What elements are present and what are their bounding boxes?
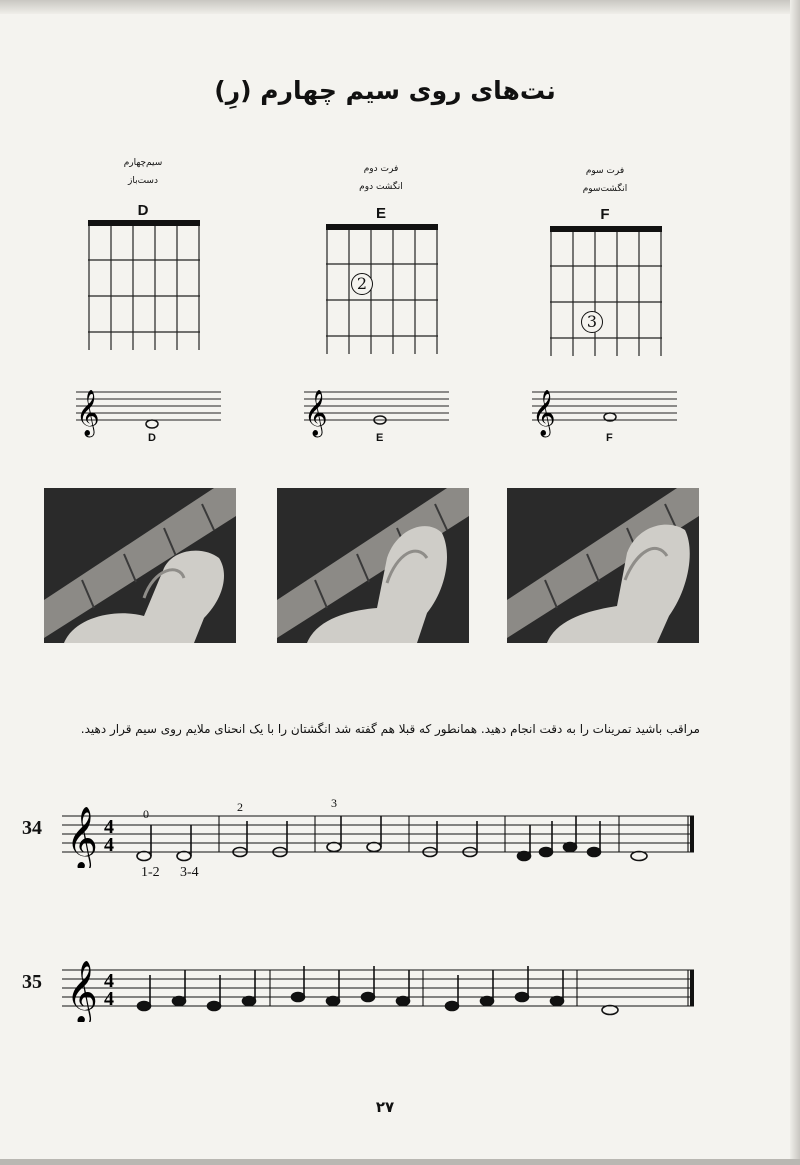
finger-number-label: 3 <box>331 796 337 810</box>
page-edge-right <box>790 0 800 1165</box>
staff-note-label: D <box>148 432 156 444</box>
exercise-number: 35 <box>22 971 42 993</box>
instruction-text: مراقب باشید تمرینات را به دقت انجام دهید. همانطور که قبلا هم گفته شد انگشتان را با یک انحنای ملایم روی سیم قرار دهید. <box>80 722 700 736</box>
chord-hint-line1: سیم‌چهارم <box>123 158 163 168</box>
treble-clef-icon: 𝄞 <box>304 390 328 436</box>
fret-grid <box>88 220 200 352</box>
time-signature-top: 4 <box>104 970 114 992</box>
time-signature-bottom: 4 <box>104 834 114 856</box>
note-staff-d <box>76 382 246 452</box>
count-label: 3-4 <box>180 865 199 880</box>
time-signature-top: 4 <box>104 816 114 838</box>
finger-position-marker: 3 <box>581 311 603 333</box>
fret-grid <box>550 226 662 358</box>
finger-number-label: 2 <box>237 800 243 814</box>
chord-hint-line1: فرت سوم <box>585 166 625 176</box>
staff-note-label: F <box>606 432 613 444</box>
finger-position-marker: 2 <box>351 273 373 295</box>
chord-hint-line2: دست‌باز <box>128 176 158 186</box>
chord-diagram-d <box>88 150 228 360</box>
page-edge-top <box>0 0 800 14</box>
hand-position-photo-e <box>277 488 469 643</box>
treble-clef-icon: 𝄞 <box>532 390 556 436</box>
treble-clef-icon: 𝄞 <box>76 390 100 436</box>
page-edge-bottom <box>0 1159 800 1165</box>
chord-diagram-e <box>326 150 466 360</box>
hand-position-photo-d <box>44 488 236 643</box>
exercise-number: 34 <box>22 817 42 839</box>
fret-grid <box>326 224 438 356</box>
page-title: نت‌های روی سیم چهارم (رِ) <box>214 76 556 105</box>
chord-note-name: E <box>375 205 386 222</box>
chord-hint-line1: فرت دوم <box>363 164 399 174</box>
treble-clef-icon: 𝄞 <box>66 960 98 1022</box>
chord-note-name: F <box>600 206 610 223</box>
music-staff-exercise-35 <box>62 952 700 1022</box>
chord-hint-line2: انگشت‌سوم <box>582 184 628 194</box>
staff-note-label: E <box>376 432 384 444</box>
time-signature-bottom: 4 <box>104 988 114 1010</box>
chord-hint-line2: انگشت دوم <box>359 182 403 192</box>
treble-clef-icon: 𝄞 <box>66 806 98 868</box>
note-staff-f <box>532 382 702 452</box>
music-staff-exercise-34 <box>62 798 700 868</box>
hand-position-photo-f <box>507 488 699 643</box>
chord-diagram-f <box>550 150 690 360</box>
note-staff-e <box>304 382 474 452</box>
chord-note-name: D <box>137 202 149 219</box>
count-label: 1-2 <box>141 865 160 880</box>
page-number: ۲۷ <box>375 1098 395 1116</box>
finger-number-label: 0 <box>143 807 149 821</box>
